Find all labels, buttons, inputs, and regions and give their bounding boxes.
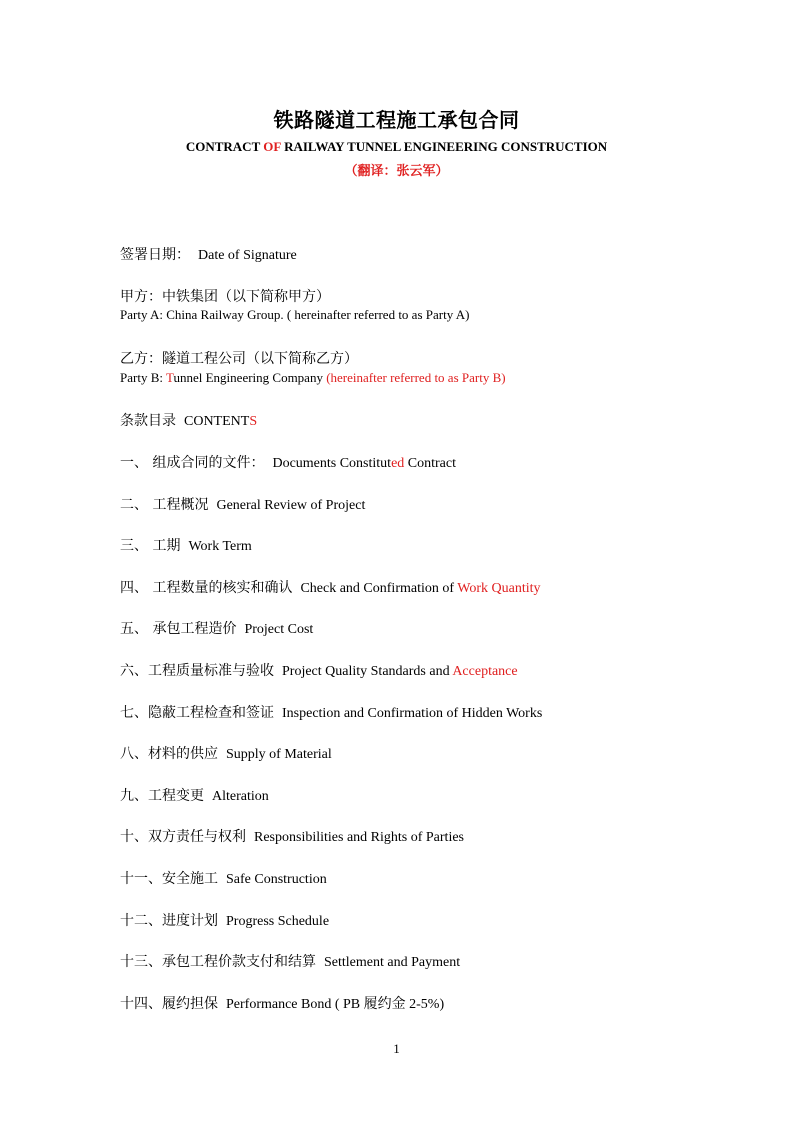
party-b-cn bbox=[120, 348, 358, 368]
clause-title-en: Progress Schedule bbox=[226, 914, 330, 929]
clause-title-en: Check and Confirmation of bbox=[300, 581, 458, 596]
signature-line bbox=[120, 244, 297, 264]
clause-number-cn: 三、 工期 bbox=[120, 538, 181, 554]
party-b-en bbox=[120, 369, 506, 387]
party-b-en-prefix: Party B: bbox=[120, 370, 166, 385]
clause-item bbox=[120, 868, 327, 888]
clause-item bbox=[120, 660, 518, 680]
clause-number-cn: 十二、进度计划 bbox=[120, 913, 218, 929]
clause-title-en: Responsibilities and Rights of Parties bbox=[254, 830, 464, 845]
party-a-cn bbox=[120, 286, 330, 306]
contents-heading-en: CONTENT bbox=[184, 414, 250, 429]
clause-title-en: Supply of Material bbox=[226, 747, 332, 762]
clause-title-en: Documents Constitut bbox=[272, 456, 392, 471]
clause-title-en: Safe Construction bbox=[226, 872, 327, 887]
clause-item bbox=[120, 494, 365, 514]
party-b-en-name: unnel Engineering Company bbox=[173, 370, 327, 385]
document-subtitle bbox=[0, 139, 793, 155]
clause-title-en: Settlement and Payment bbox=[324, 955, 461, 970]
clause-title-en: Work Term bbox=[188, 539, 252, 554]
subtitle-part-1: CONTRACT bbox=[185, 139, 264, 154]
party-b-en-highlight: (hereinafter referred to as Party B) bbox=[326, 370, 506, 385]
clause-item bbox=[120, 702, 542, 722]
clause-item bbox=[120, 951, 460, 971]
page-number: 1 bbox=[393, 1041, 400, 1056]
clause-title-en: Alteration bbox=[212, 789, 269, 804]
clause-title-highlight: Work Quantity bbox=[457, 581, 541, 596]
clause-title-en: Project Cost bbox=[244, 622, 314, 637]
clause-item bbox=[120, 452, 456, 472]
clause-number-cn: 十四、履约担保 bbox=[120, 996, 218, 1012]
clause-number-cn: 十、双方责任与权利 bbox=[120, 829, 246, 845]
clause-number-cn: 十一、安全施工 bbox=[120, 871, 218, 887]
subtitle-highlight: OF bbox=[263, 139, 281, 154]
clause-title-suffix: Contract bbox=[404, 456, 457, 471]
clause-number-cn: 二、 工程概况 bbox=[120, 497, 209, 513]
clause-title-en: General Review of Project bbox=[216, 498, 366, 513]
contents-heading-en-highlight: S bbox=[249, 414, 258, 429]
party-a-cn-text: 甲方：中铁集团（以下简称甲方） bbox=[120, 289, 330, 305]
clause-number-cn: 六、工程质量标准与验收 bbox=[120, 663, 274, 679]
clause-item bbox=[120, 577, 541, 597]
clause-item bbox=[120, 785, 269, 805]
clause-number-cn: 一、 组成合同的文件： bbox=[120, 455, 265, 471]
signature-label-en: Date of Signature bbox=[198, 248, 297, 263]
translator-credit: （翻译：张云军） bbox=[344, 164, 449, 179]
clause-title-highlight: ed bbox=[391, 456, 405, 471]
subtitle-part-2: RAILWAY TUNNEL ENGINEERING CONSTRUCTION bbox=[280, 139, 608, 154]
clause-item bbox=[120, 618, 313, 638]
clause-item bbox=[120, 910, 329, 930]
clause-number-cn: 九、工程变更 bbox=[120, 788, 204, 804]
clause-item bbox=[120, 993, 444, 1013]
clause-title-en: Project Quality Standards and bbox=[282, 664, 453, 679]
contents-heading-cn: 条款目录 bbox=[120, 413, 176, 429]
party-b-cn-text: 乙方：隧道工程公司（以下简称乙方） bbox=[120, 351, 358, 367]
clause-number-cn: 四、 工程数量的核实和确认 bbox=[120, 580, 293, 596]
party-a-en bbox=[120, 306, 469, 324]
clause-number-cn: 十三、承包工程价款支付和结算 bbox=[120, 954, 316, 970]
clause-number-cn: 七、隐蔽工程检查和签证 bbox=[120, 705, 274, 721]
clause-item bbox=[120, 535, 252, 555]
clause-title-en: Inspection and Confirmation of Hidden Works bbox=[282, 706, 543, 721]
clause-title-en: Performance Bond ( PB 履约金 2-5%) bbox=[226, 997, 445, 1012]
party-b-en-highlight-letter: T bbox=[166, 370, 174, 385]
contents-heading bbox=[120, 410, 257, 430]
party-a-en-text: Party A: China Railway Group. ( hereinafter referred to as Party A) bbox=[120, 307, 470, 322]
clause-item bbox=[120, 826, 464, 846]
clause-item bbox=[120, 743, 332, 763]
clause-number-cn: 五、 承包工程造价 bbox=[120, 621, 237, 637]
document-title: 铁路隧道工程施工承包合同 bbox=[273, 108, 520, 132]
clause-title-highlight: Acceptance bbox=[452, 664, 518, 679]
clause-number-cn: 八、材料的供应 bbox=[120, 746, 218, 762]
signature-label-cn: 签署日期： bbox=[120, 247, 190, 263]
